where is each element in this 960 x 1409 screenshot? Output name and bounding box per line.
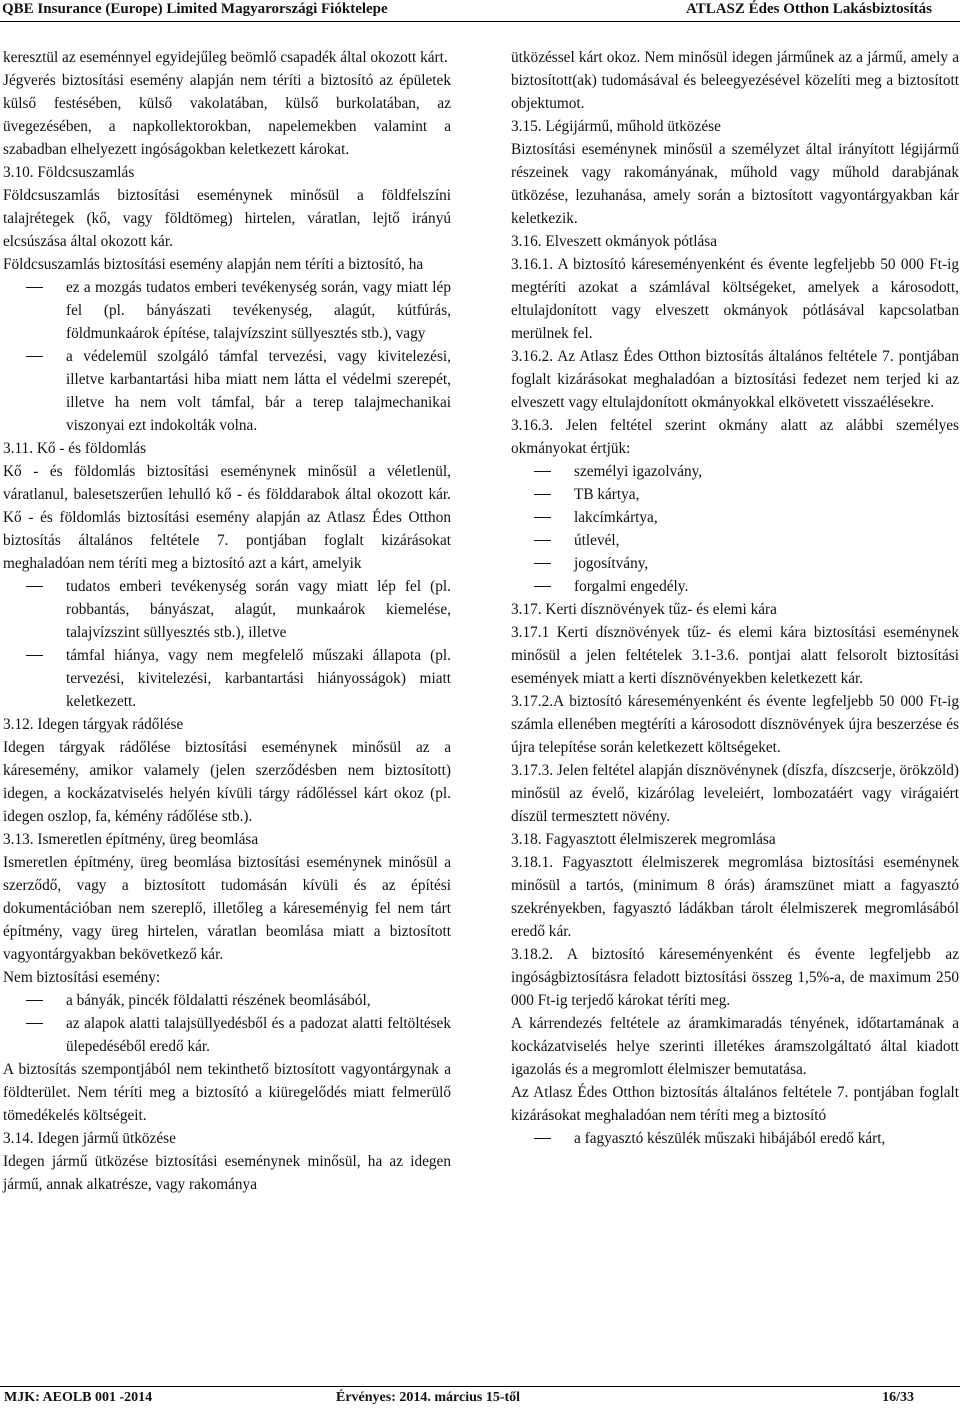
- paragraph: 3.14. Idegen jármű ütközése: [3, 1130, 176, 1147]
- footer-rule: [0, 1386, 960, 1387]
- list-item: forgalmi engedély.: [511, 575, 959, 598]
- paragraph: Idegen jármű ütközése biztosítási eseménynek minősül, ha az idegen jármű, annak alkatrésze, vagy rakománya: [3, 1153, 451, 1193]
- paragraph: 3.13. Ismeretlen építmény, üreg beomlása: [3, 831, 259, 848]
- list-item: útlevél,: [511, 529, 959, 552]
- bullet-list: [3, 575, 451, 713]
- paragraph: keresztül az eseménnyel egyidejűleg beömlő csapadék által okozott kárt.: [3, 49, 448, 66]
- bullet-list: [511, 460, 959, 598]
- bullet-list: [511, 1127, 959, 1150]
- list-item: a védelemül szolgáló támfal tervezési, vagy kivitelezési, illetve karbantartási hiba miatt nem látta el védelmi szerepét, illetve ha nem volt támfal, bár a terep talajmechanikai viszonyai ezt indokolták volna.: [3, 345, 451, 437]
- paragraph: 3.16.2. Az Atlasz Édes Otthon biztosítás általános feltétele 7. pontjában foglalt kizárásokat meghaladóan a biztosítási fedezet nem terjed ki az elveszett vagy eltulajdonított okmányokkal elkövetett visszaélésekre.: [511, 348, 959, 411]
- list-item: ez a mozgás tudatos emberi tevékenység során, vagy miatt lép fel (pl. bányászati tevékenység, alagút, kútfúrás, földmunkaárok építése, talajvízszint süllyesztés stb.), vagy: [3, 276, 451, 345]
- footer-page-number: 16/33: [882, 1390, 914, 1405]
- page-header: [0, 0, 960, 24]
- paragraph: Biztosítási eseménynek minősül a személyzet által irányított légijármű részeinek vagy rakományának, műhold vagy műhold darabjának ütközése, lezuhanása, amely során a biztosított vagyontárgyakban kár keletkezik.: [511, 141, 959, 227]
- paragraph: Földcsuszamlás biztosítási eseménynek minősül a földfelszíni talajrétegek (kő, vagy földtömeg) hirtelen, váratlan, lejtő irányú elcsúszása által okozott kár.: [3, 187, 451, 250]
- paragraph: Ismeretlen építmény, üreg beomlása biztosítási eseménynek minősül a szerződő, vagy a biztosított tudomásán kívüli és az építési dokumentációban nem szereplő, illetőleg a káreseményig fel nem tárt építmény, vagy üreg hirtelen, váratlan beomlása miatt a biztosított vagyontárgyakban bekövetkező kár.: [3, 854, 451, 963]
- paragraph: Nem biztosítási esemény:: [3, 969, 161, 986]
- paragraph: 3.17.1 Kerti dísznövények tűz- és elemi kára biztosítási eseménynek minősül a jelen feltételek 3.1-3.6. pontjai alatt felsorolt biztosítási események miatt a kerti dísznövényekben keletkezett kár.: [511, 624, 959, 687]
- paragraph: 3.15. Légijármű, műhold ütközése: [511, 118, 721, 135]
- footer-validity: Érvényes: 2014. március 15-től: [336, 1390, 521, 1405]
- bullet-list: [3, 276, 451, 437]
- list-item: az alapok alatti talajsüllyedésből és a padozat alatti feltöltések ülepedéséből eredő kár.: [3, 1012, 451, 1058]
- paragraph: 3.16. Elveszett okmányok pótlása: [511, 233, 718, 250]
- header-company: QBE Insurance (Europe) Limited Magyarországi Fióktelepe: [2, 1, 388, 17]
- paragraph: 3.16.1. A biztosító káreseményenként és évente legfeljebb 50 000 Ft-ig megtéríti azokat a számlával költségeket, amelyek a károsodott, eltulajdonított vagy elveszett okmányok pótlásával kapcsolatban merülnek fel.: [511, 256, 959, 342]
- paragraph: Jégverés biztosítási esemény alapján nem téríti a biztosító az épületek külső festésében, külső vakolatában, külső burkolatában, az üvegezésében, a napkollektorokban, napelemekben valamint a szabadban elhelyezett ingóságokban keletkezett károkat.: [3, 72, 451, 158]
- paragraph: 3.18.1. Fagyasztott élelmiszerek megromlása biztosítási eseménynek minősül a tartós, (minimum 8 órás) áramszünet miatt a fagyasztó szekrényekben, fagyasztó ládákban tárolt élelmiszerek megromlásából eredő kár.: [511, 854, 959, 940]
- list-item: támfal hiánya, vagy nem megfelelő műszaki állapota (pl. tervezési, kivitelezési, karbantartási hiányosságok) miatt keletkezett.: [3, 644, 451, 713]
- paragraph: Földcsuszamlás biztosítási esemény alapján nem téríti a biztosító, ha: [3, 256, 424, 273]
- paragraph: ütközéssel kárt okoz. Nem minősül idegen járműnek az a jármű, amely a biztosított(ak) tudomásával és beleegyezésével közelíti meg a biztosított objektumot.: [511, 49, 959, 112]
- paragraph: 3.18.2. A biztosító káreseményenként és évente legfeljebb az ingóságbiztosításra feladott biztosítási összeg 1,5%-a, de maximum 250 000 Ft-ig terjedő károkat téríti meg.: [511, 946, 959, 1009]
- header-product: ATLASZ Édes Otthon Lakásbiztosítás: [685, 1, 932, 17]
- paragraph: Idegen tárgyak rádőlése biztosítási eseménynek minősül az a káresemény, amikor valamely (jelen szerződésben nem biztosított) idegen, a kockázatviselés helyén kívüli tárgy rádőléssel kárt okoz (pl. idegen oszlop, fa, kémény rádőlése stb.).: [3, 739, 451, 825]
- paragraph: 3.17.3. Jelen feltétel alapján dísznövénynek (díszfa, díszcserje, örökzöld) minősül az évelő, kizárólag leveleiért, lombozatáért vagy virágaiért díszül termesztett növény.: [511, 762, 959, 825]
- list-item: tudatos emberi tevékenység során vagy miatt lép fel (pl. robbantás, bányászat, alagút, munkaárok kiemelése, talajvízszint süllyesztés stb.), illetve: [3, 575, 451, 644]
- left-column: [3, 46, 451, 1196]
- paragraph: 3.11. Kő - és földomlás: [3, 440, 147, 457]
- paragraph: 3.18. Fagyasztott élelmiszerek megromlása: [511, 831, 776, 848]
- footer-doc-code: MJK: AEOLB 001 -2014: [4, 1390, 153, 1405]
- list-item: TB kártya,: [511, 483, 959, 506]
- paragraph: 3.17.2.A biztosító káreseményenként és évente legfeljebb 50 000 Ft-ig számla ellenében megtéríti a károsodott dísznövények újra beszerzése és újra telepítése során keletkezett költségeket.: [511, 693, 959, 756]
- paragraph: Az Atlasz Édes Otthon biztosítás általános feltétele 7. pontjában foglalt kizárásokat meghaladóan nem téríti meg a biztosító: [511, 1084, 959, 1124]
- page-footer: [0, 1386, 960, 1409]
- list-item: a fagyasztó készülék műszaki hibájából eredő kárt,: [511, 1127, 959, 1150]
- list-item: lakcímkártya,: [511, 506, 959, 529]
- right-column: [511, 46, 959, 1150]
- list-item: a bányák, pincék földalatti részének beomlásából,: [3, 989, 451, 1012]
- list-item: jogosítvány,: [511, 552, 959, 575]
- paragraph: 3.16.3. Jelen feltétel szerint okmány alatt az alábbi személyes okmányokat értjük:: [511, 417, 959, 457]
- paragraph: A biztosítás szempontjából nem tekinthető biztosított vagyontárgynak a földterület. Nem téríti meg a biztosító a kiüregelődés miatt felmerülő tömedékelés költségeit.: [3, 1061, 451, 1124]
- paragraph: 3.10. Földcsuszamlás: [3, 164, 135, 181]
- bullet-list: [3, 989, 451, 1058]
- header-rule: [0, 21, 960, 22]
- paragraph: A kárrendezés feltétele az áramkimaradás tényének, időtartamának a kockázatviselés helye szerinti illetékes áramszolgáltató által kiadott igazolás és a megromlott élelmiszer bemutatása.: [511, 1015, 959, 1078]
- paragraph: Kő - és földomlás biztosítási eseménynek minősül a véletlenül, váratlanul, balesetszerűen lehulló kő - és földdarabok által okozott kár. Kő - és földomlás biztosítási esemény alapján az Atlasz Édes Otthon biztosítás általános feltétele 7. pontjában foglalt kizárásokat meghaladóan nem téríti meg a biztosító azt a kárt, amelyik: [3, 463, 451, 572]
- paragraph: 3.17. Kerti dísznövények tűz- és elemi kára: [511, 601, 777, 618]
- list-item: személyi igazolvány,: [511, 460, 959, 483]
- paragraph: 3.12. Idegen tárgyak rádőlése: [3, 716, 184, 733]
